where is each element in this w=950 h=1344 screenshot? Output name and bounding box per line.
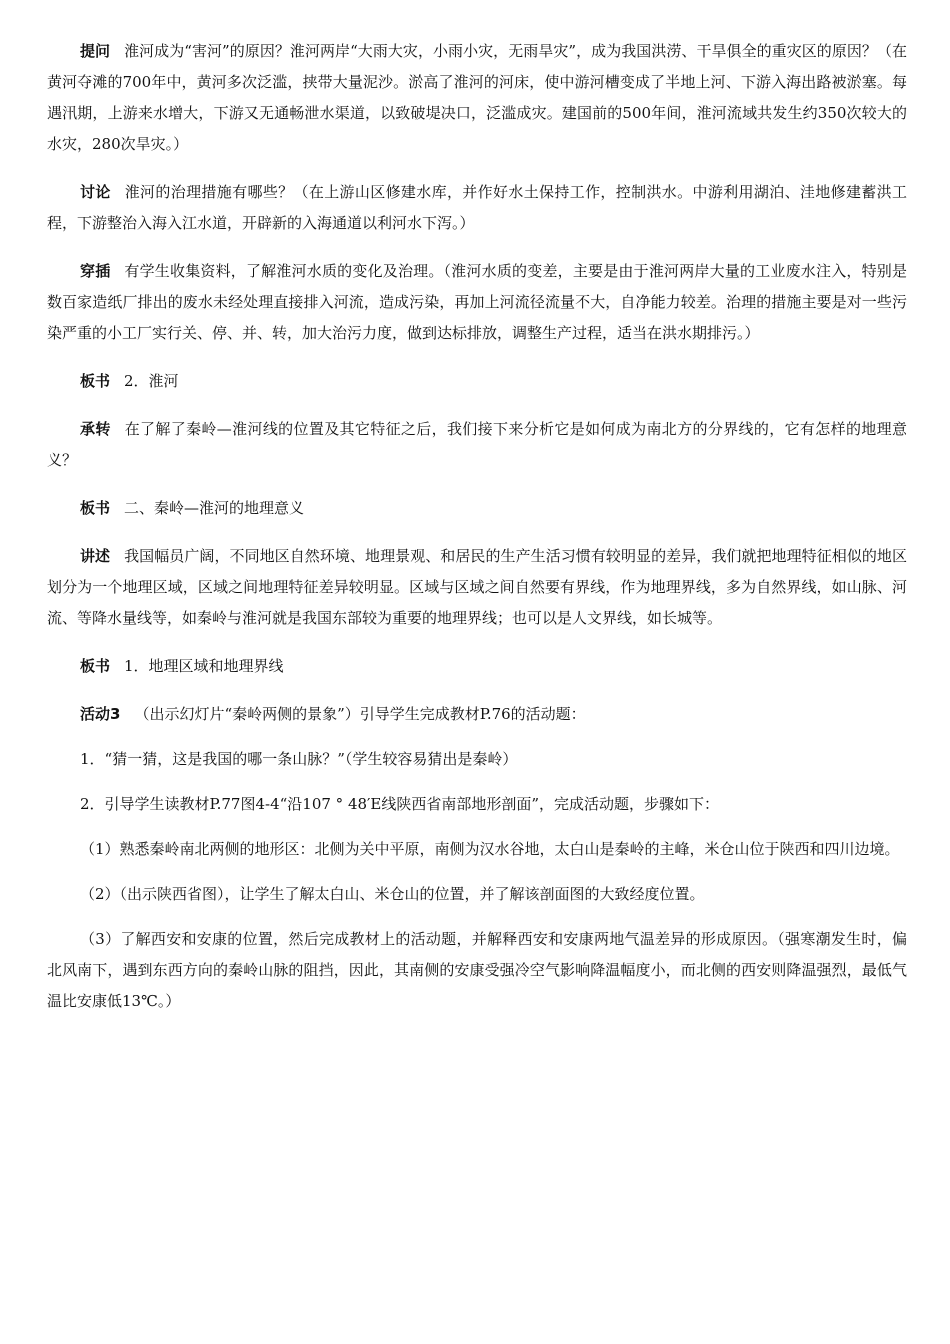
paragraph-label: 讨论 [80,183,111,201]
paragraph-text: 2．淮河 [124,372,179,390]
paragraph-board-note [47,493,907,524]
paragraph-label: 板书 [80,657,111,675]
paragraph-text: 我国幅员广阔，不同地区自然环境、地理景观、和居民的生产生活习惯有较明显的差异，我们就把地理特征相似的地区划分为一个地理区域，区域之间地理特征差异较明显。区域与区域之间自然要有界线，作为地理界线，多为自然界线，如山脉、河流、等降水量线等，如秦岭与淮河就是我国东部较为重要的地理界线；也可以是人文界线，如长城等。 [47,547,907,627]
paragraph-board-note [47,366,907,397]
paragraph-board-note [47,651,907,682]
document-page [47,36,907,1031]
list-item: （1）熟悉秦岭南北两侧的地形区：北侧为关中平原，南侧为汉水谷地，太白山是秦岭的主峰，米仓山位于陕西和四川边境。 [80,840,900,858]
paragraph-label: 承转 [80,420,111,438]
paragraph-interlude [47,256,907,349]
paragraph-question [47,36,907,160]
paragraph-lecture [47,541,907,634]
paragraph-transition [47,414,907,476]
paragraph-text: 淮河的治理措施有哪些？（在上游山区修建水库，并作好水土保持工作，控制洪水。中游利用湖泊、洼地修建蓄洪工程，下游整治入海入江水道，开辟新的入海通道以利河水下泻。） [47,183,907,232]
list-item: 1．“猜一猜，这是我国的哪一条山脉？”（学生较容易猜出是秦岭） [80,750,518,768]
paragraph-label: 提问 [80,42,111,60]
paragraph-label: 板书 [80,499,111,517]
paragraph-label: 活动3 [80,705,121,723]
list-item: （3）了解西安和安康的位置，然后完成教材上的活动题，并解释西安和安康两地气温差异的形成原因。（强寒潮发生时，偏北风南下，遇到东西方向的秦岭山脉的阻挡，因此，其南侧的安康受强冷空气影响降温幅度小，而北侧的西安则降温强烈，最低气温比安康低13℃。） [47,930,907,1010]
paragraph-text: 二、秦岭—淮河的地理意义 [124,499,305,517]
paragraph-discussion [47,177,907,239]
paragraph-text: 1．地理区域和地理界线 [124,657,284,675]
list-item: 2．引导学生读教材P.77图4-4“沿107 ° 48′E线陕西省南部地形剖面”，完成活动题，步骤如下： [80,795,720,813]
paragraph-label: 板书 [80,372,111,390]
paragraph-text: 淮河成为“害河”的原因？淮河两岸“大雨大灾，小雨小灾，无雨旱灾”，成为我国洪涝、干旱俱全的重灾区的原因？（在黄河夺滩的700年中，黄河多次泛滥，挟带大量泥沙。淤高了淮河的河床，使中游河槽变成了半地上河、下游入海出路被淤塞。每遇汛期，上游来水增大，下游又无通畅泄水渠道，以致破堤决口，泛滥成灾。建国前的500年间，淮河流域共发生约350次较大的水灾，280次旱灾。） [47,42,907,153]
paragraph-label: 穿插 [80,262,111,280]
paragraph-label: 讲述 [80,547,111,565]
list-item: （2）（出示陕西省图），让学生了解太白山、米仓山的位置，并了解该剖面图的大致经度位置。 [80,885,705,903]
paragraph-activity [47,699,907,730]
paragraph-text: 有学生收集资料，了解淮河水质的变化及治理。（淮河水质的变差，主要是由于淮河两岸大量的工业废水注入，特别是数百家造纸厂排出的废水未经处理直接排入河流，造成污染，再加上河流径流量不大，自净能力较差。治理的措施主要是对一些污染严重的小工厂实行关、停、并、转，加大治污力度，做到达标排放，调整生产过程，适当在洪水期排污。） [47,262,907,342]
paragraph-text: 在了解了秦岭—淮河线的位置及其它特征之后，我们接下来分析它是如何成为南北方的分界线的，它有怎样的地理意义？ [47,420,907,469]
paragraph-text: （出示幻灯片“秦岭两侧的景象”）引导学生完成教材P.76的活动题： [134,705,586,723]
